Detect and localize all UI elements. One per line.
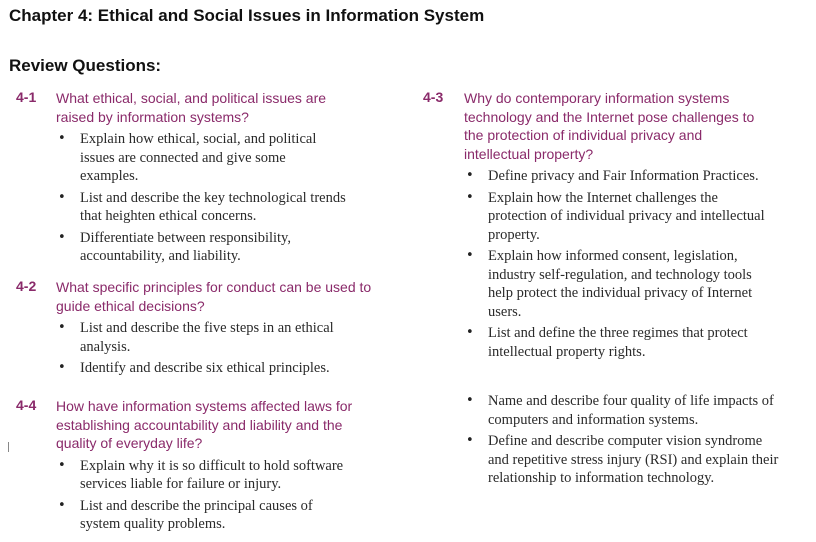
chapter-title: Chapter 4: Ethical and Social Issues in Information System <box>9 6 485 25</box>
question-text: What ethical, social, and political issues are raised by information systems? <box>56 90 327 125</box>
list-item: • List and define the three regimes that protect intellectual property rights. <box>464 324 774 361</box>
question-text: How have information systems affected laws for establishing accountability and liability and the quality of everyday life? <box>56 398 353 451</box>
question-block <box>423 89 808 364</box>
question-block <box>16 89 396 269</box>
question-number: 4-4 <box>16 397 37 413</box>
list-item: • List and describe the key technological trends that heighten ethical concerns. <box>56 189 346 226</box>
question-number: 4-2 <box>16 278 37 294</box>
list-item: • Define privacy and Fair Information Practices. <box>464 167 774 186</box>
list-item: • List and describe the principal causes of system quality problems. <box>56 497 346 534</box>
list-item: • List and describe the five steps in an ethical analysis. <box>56 319 386 356</box>
question-number: 4-1 <box>16 89 37 105</box>
question-number: 4-3 <box>423 89 444 105</box>
list-item: • Identify and describe six ethical principles. <box>56 359 386 378</box>
question-block <box>16 278 406 381</box>
text-cursor <box>8 442 9 452</box>
list-item: • Explain why it is so difficult to hold software services liable for failure or injury. <box>56 457 346 494</box>
list-item: • Name and describe four quality of life impacts of computers and information systems. <box>464 392 784 429</box>
list-item: • Explain how ethical, social, and political issues are connected and give some examples. <box>56 130 346 186</box>
question-text: Why do contemporary information systems technology and the Internet pose challenges to the protection of individual privacy and intellectual property? <box>464 90 755 162</box>
section-heading: Review Questions: <box>9 56 162 75</box>
list-item: • Define and describe computer vision syndrome and repetitive stress injury (RSI) and explain their relationship to information technology. <box>464 432 784 488</box>
question-text: What specific principles for conduct can be used to guide ethical decisions? <box>56 279 372 314</box>
question-block <box>464 392 804 491</box>
list-item: • Differentiate between responsibility, accountability, and liability. <box>56 229 346 266</box>
list-item: • Explain how the Internet challenges the protection of individual privacy and intellectual property. <box>464 189 774 245</box>
question-block <box>16 397 406 537</box>
list-item: • Explain how informed consent, legislation, industry self-regulation, and technology tools help protect the individual privacy of Internet users. <box>464 247 774 321</box>
